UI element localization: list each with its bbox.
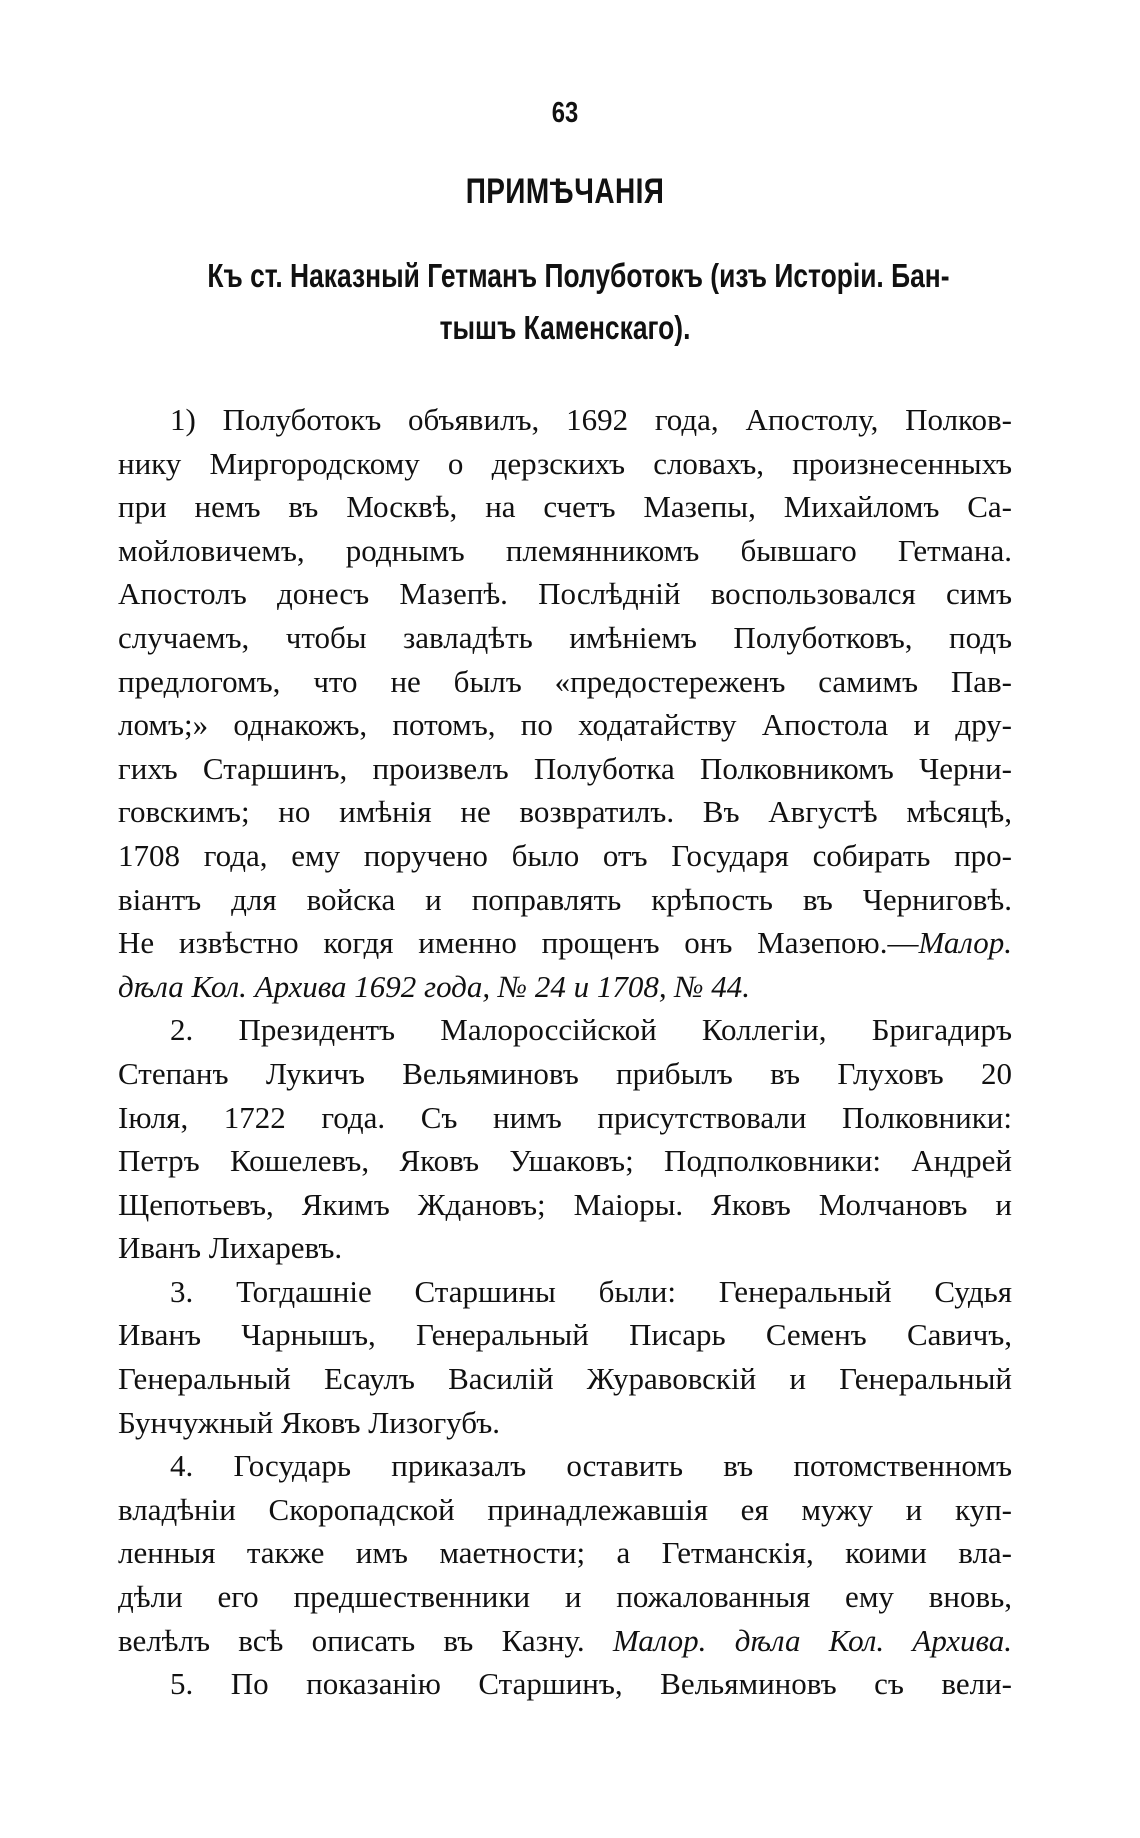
- line-text: Щепотьевъ, Якимъ Ждановъ; Маіоры. Яковъ Молчановъ и: [118, 1186, 1012, 1222]
- text-line: [118, 1313, 1012, 1357]
- source-citation: Малор. дѣла Кол. Архива.: [612, 1622, 1012, 1658]
- subheading-line: тышъ Каменскаго).: [439, 309, 691, 346]
- line-text: 3. Тогдашніе Старшины были: Генеральный Судья: [170, 1273, 1012, 1309]
- line-text: случаемъ, чтобы завладѣть имѣніемъ Полуботковъ, подъ: [118, 619, 1012, 655]
- line-text: Степанъ Лукичъ Вельяминовъ прибылъ въ Глуховъ 20: [118, 1055, 1012, 1091]
- text-line: [118, 442, 1012, 486]
- line-text: Петръ Кошелевъ, Яковъ Ушаковъ; Подполковники: Андрей: [118, 1143, 1012, 1179]
- text-line: [118, 572, 1012, 616]
- line-text: гихъ Старшинъ, произвелъ Полуботка Полковникомъ Черни-: [118, 750, 1012, 786]
- line-text: владѣніи Скоропадской принадлежавшія ея мужу и куп-: [118, 1491, 1012, 1527]
- text-line: [118, 660, 1012, 704]
- note-paragraph: [118, 398, 1012, 1008]
- line-text: Иванъ Чарнышъ, Генеральный Писарь Семенъ Савичъ,: [118, 1317, 1012, 1353]
- line-text: Бунчужный Яковъ Лизогубъ.: [118, 1404, 501, 1440]
- note-paragraph: [118, 1444, 1012, 1662]
- text-line: [118, 1139, 1012, 1183]
- line-text: дѣли его предшественники и пожалованныя ему вновь,: [118, 1579, 1012, 1615]
- text-line: [118, 921, 1012, 965]
- line-text: Генеральный Есаулъ Василій Журавовскій и Генеральный: [118, 1361, 1012, 1397]
- text-line: [118, 1488, 1012, 1532]
- line-text: предлогомъ, что не былъ «предостереженъ самимъ Пав-: [118, 663, 1012, 699]
- line-text: 1708 года, ему поручено было отъ Государя собирать про-: [118, 837, 1012, 873]
- line-text: при немъ въ Москвѣ, на счетъ Мазепы, Михайломъ Са-: [118, 489, 1012, 525]
- text-line: [118, 790, 1012, 834]
- text-line: [118, 529, 1012, 573]
- page-number: 63: [551, 97, 579, 129]
- text-line: [118, 1052, 1012, 1096]
- line-text: мойловичемъ, роднымъ племянникомъ бывшаго Гетмана.: [118, 532, 1012, 568]
- page-title: ПРИМѢЧАНІЯ: [465, 172, 665, 211]
- text-line: [118, 1531, 1012, 1575]
- page: [118, 96, 1012, 1706]
- text-line: [118, 485, 1012, 529]
- text-line: [118, 1226, 1012, 1270]
- source-citation: Малор.: [918, 925, 1012, 961]
- line-text: велѣлъ всѣ описать въ Казну.: [118, 1622, 613, 1658]
- line-text: Иванъ Лихаревъ.: [118, 1230, 343, 1266]
- line-text: говскимъ; но имѣнія не возвратилъ. Въ Августѣ мѣсяцѣ,: [118, 794, 1012, 830]
- text-line: [118, 834, 1012, 878]
- text-line: [118, 1357, 1012, 1401]
- text-line: [118, 1662, 1012, 1706]
- text-line: [118, 1008, 1012, 1052]
- text-line: [118, 616, 1012, 660]
- text-line: [118, 1575, 1012, 1619]
- note-paragraph: [118, 1270, 1012, 1444]
- text-line: [118, 1619, 1012, 1663]
- line-text: 2. Президентъ Малороссійской Коллегіи, Бригадиръ: [170, 1012, 1012, 1048]
- line-text: ломъ;» однакожъ, потомъ, по ходатайству Апостола и дру-: [118, 707, 1012, 743]
- note-paragraph: [118, 1662, 1012, 1706]
- line-text: Не извѣстно когдя именно прощенъ онъ Мазепою.—: [118, 925, 919, 961]
- note-paragraph: [118, 1008, 1012, 1270]
- line-text: нику Миргородскому о дерзскихъ словахъ, произнесенныхъ: [118, 445, 1012, 481]
- source-citation: дѣла Кол. Архива 1692 года, № 24 и 1708, № 44.: [118, 968, 751, 1004]
- line-text: 4. Государь приказалъ оставить въ потомственномъ: [170, 1448, 1012, 1484]
- text-line: [118, 965, 1012, 1009]
- article-subheading: [118, 250, 1012, 354]
- text-line: [118, 1183, 1012, 1227]
- notes-body: [118, 398, 1012, 1706]
- text-line: [118, 1270, 1012, 1314]
- text-line: [118, 398, 1012, 442]
- line-text: Апостолъ донесъ Мазепѣ. Послѣдній воспользовался симъ: [118, 576, 1012, 612]
- text-line: [118, 703, 1012, 747]
- line-text: віантъ для войска и поправлять крѣпость въ Черниговѣ.: [118, 881, 1012, 917]
- text-line: [118, 747, 1012, 791]
- text-line: [118, 1096, 1012, 1140]
- line-text: 1) Полуботокъ объявилъ, 1692 года, Апостолу, Полков-: [170, 402, 1012, 437]
- line-text: 5. По показанію Старшинъ, Вельяминовъ съ вели-: [170, 1666, 1012, 1702]
- line-text: ленныя также имъ маетности; а Гетманскія, коими вла-: [118, 1535, 1012, 1571]
- line-text: Іюля, 1722 года. Съ нимъ присутствовали Полковники:: [118, 1099, 1012, 1135]
- subheading-line: Къ ст. Наказный Гетманъ Полуботокъ (изъ Исторіи. Бан-: [207, 257, 950, 294]
- text-line: [118, 878, 1012, 922]
- text-line: [118, 1444, 1012, 1488]
- text-line: [118, 1401, 1012, 1445]
